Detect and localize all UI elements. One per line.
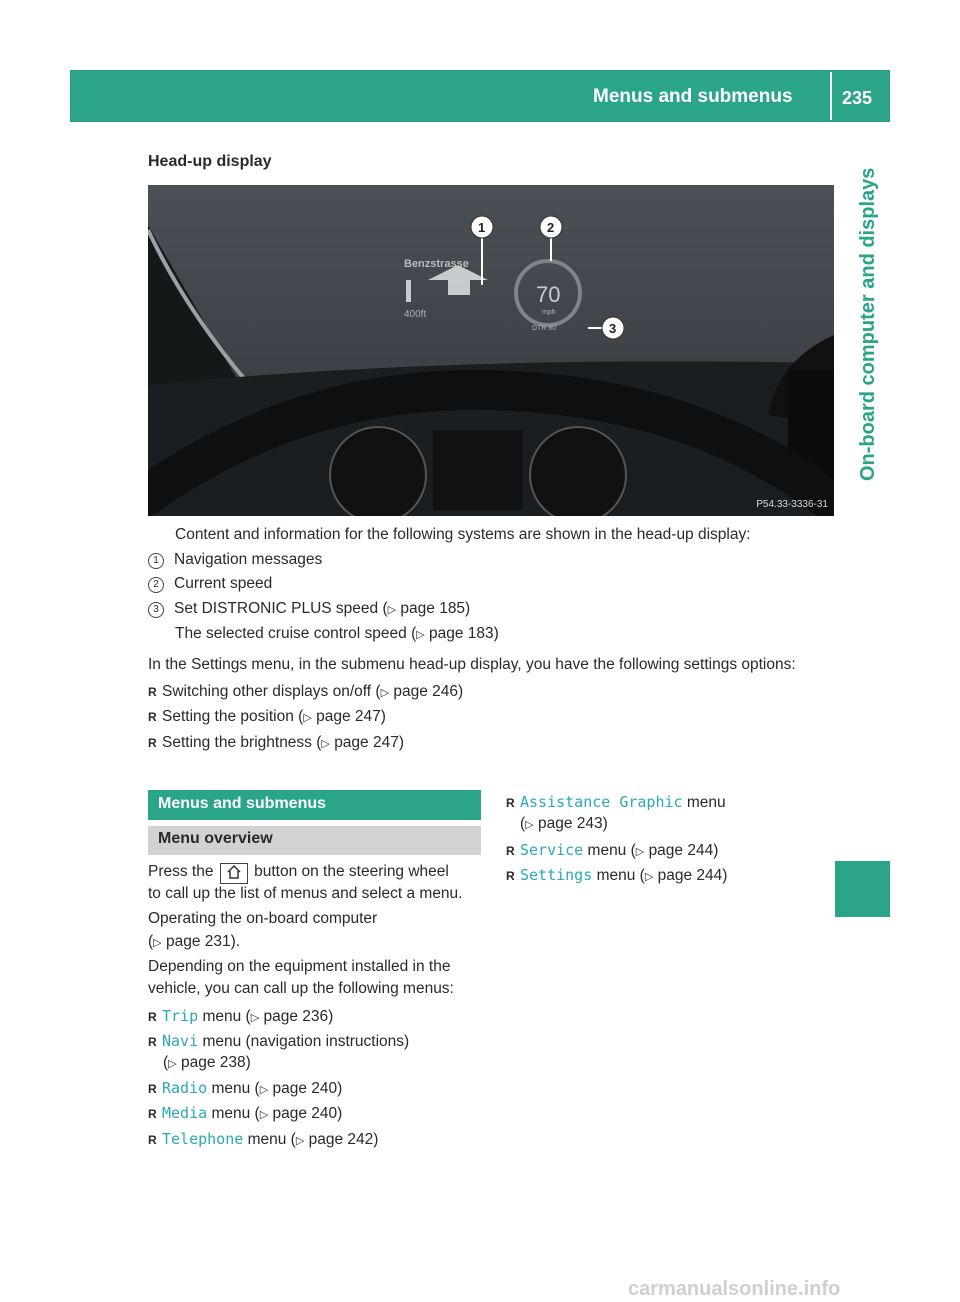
side-tab-block [835, 861, 890, 917]
page-ref-link[interactable]: page 236) [263, 1008, 334, 1025]
page-ref-arrow-icon: ▷ [168, 1058, 177, 1070]
page-ref-link[interactable]: page 244) [657, 867, 728, 884]
bullet-marker: R [148, 685, 157, 699]
page-ref-link[interactable]: page 240) [272, 1105, 343, 1122]
figure-code: P54.33-3336-31 [756, 499, 828, 510]
head-up-display-figure [148, 185, 834, 516]
hud-dtr-label: DTR 80 [532, 325, 557, 332]
menu-list-item-ref: (▷ page 243) [520, 815, 608, 832]
bullet-marker: R [148, 1010, 157, 1024]
settings-bullet [148, 682, 463, 703]
callout-1 [471, 216, 493, 238]
numbered-item [148, 550, 322, 570]
page-ref-link[interactable]: page 242) [308, 1131, 379, 1148]
page-ref-arrow-icon: ▷ [380, 687, 390, 699]
numbered-item [148, 599, 470, 620]
page-ref-arrow-icon: ▷ [153, 937, 162, 949]
menu-list-item: R Settings menu (▷ page 244) [506, 866, 728, 884]
svg-text:1: 1 [478, 220, 486, 235]
bullet-marker: R [148, 1035, 157, 1049]
bullet-text: Setting the brightness ( [162, 734, 322, 751]
header-title: Menus and submenus [593, 86, 793, 107]
page-ref-link[interactable]: page 246) [393, 683, 464, 700]
page-ref-arrow-icon: ▷ [525, 819, 534, 831]
menu-name-service[interactable]: Service [520, 841, 584, 859]
menu-list-item-ref: (▷ page 238) [163, 1054, 251, 1071]
watermark: carmanualsonline.info [628, 1278, 841, 1300]
menu-list-item: R Service menu (▷ page 244) [506, 841, 719, 859]
bullet-marker: R [506, 869, 515, 883]
menu-overview-heading-text: Menu overview [158, 830, 273, 847]
page-ref-link[interactable]: page 247) [334, 734, 404, 751]
press-instruction: Press the button on the steering wheel [148, 862, 449, 884]
page-ref-arrow-icon: ▷ [321, 738, 330, 750]
svg-text:2: 2 [547, 220, 555, 235]
bullet-marker: R [148, 710, 157, 724]
intro-text: Content and information for the following systems are shown in the head-up display: [175, 526, 751, 543]
hud-street-label: Benzstrasse [404, 258, 469, 270]
page-ref-arrow-icon: ▷ [387, 604, 397, 616]
operating-ref: (▷ page 231). [148, 933, 241, 950]
press-instruction-cont: to call up the list of menus and select a menu. [148, 885, 463, 902]
page-ref-link[interactable]: page 247) [316, 708, 386, 725]
page-ref-link[interactable]: page 244) [648, 842, 719, 859]
menu-list-item: R Telephone menu (▷ page 242) [148, 1130, 379, 1148]
callout-2 [540, 216, 562, 238]
page-ref-arrow-icon: ▷ [295, 1135, 305, 1147]
menu-name-assistance-graphic[interactable]: Assistance Graphic [520, 793, 683, 811]
menu-list-item: R Trip menu (▷ page 236) [148, 1007, 334, 1025]
bullet-marker: R [148, 1082, 157, 1096]
bullet-text: Switching other displays on/off ( [162, 683, 381, 700]
menu-name-media[interactable]: Media [162, 1104, 208, 1122]
page-ref-link[interactable]: page 243) [537, 815, 608, 832]
bullet-marker: R [148, 736, 157, 750]
menu-name-radio[interactable]: Radio [162, 1079, 208, 1097]
hud-speed-unit: mph [542, 309, 556, 316]
settings-bullet [148, 733, 404, 754]
home-button-icon [220, 863, 248, 884]
numbered-item [148, 574, 272, 594]
page-ref-link[interactable]: page 183) [429, 625, 499, 642]
page-ref-arrow-icon: ▷ [250, 1012, 260, 1024]
menu-name-telephone[interactable]: Telephone [162, 1130, 244, 1148]
bullet-marker: R [148, 1133, 157, 1147]
page-ref-link[interactable]: page 231). [165, 933, 241, 950]
depending-text-cont: vehicle, you can call up the following menus: [148, 980, 454, 997]
section-title: Head-up display [148, 153, 272, 170]
cruise-note-text: The selected cruise control speed ( [175, 625, 417, 642]
page-ref-arrow-icon: ▷ [259, 1084, 269, 1096]
svg-text:3: 3 [609, 321, 617, 336]
number-badge: 3 [148, 602, 164, 618]
menu-list-item: R Assistance Graphic menu [506, 793, 726, 811]
menu-list-item: R Navi menu (navigation instructions) [148, 1032, 410, 1050]
dashboard-illustration [148, 185, 834, 516]
page-ref-arrow-icon: ▷ [303, 712, 312, 724]
number-badge: 1 [148, 553, 164, 569]
depending-text: Depending on the equipment installed in the [148, 958, 451, 975]
numbered-item-text: Navigation messages [174, 551, 323, 568]
page-ref-arrow-icon: ▷ [635, 846, 645, 858]
hud-distance-label: 400ft [404, 309, 427, 320]
callout-3 [602, 317, 624, 339]
page-ref-arrow-icon: ▷ [644, 871, 654, 883]
bullet-marker: R [506, 796, 515, 810]
page-ref-link[interactable]: page 240) [272, 1080, 343, 1097]
page-ref-arrow-icon: ▷ [416, 629, 425, 641]
menu-list-item: R Radio menu (▷ page 240) [148, 1079, 343, 1097]
menu-name-settings[interactable]: Settings [520, 866, 593, 884]
settings-intro: In the Settings menu, in the submenu head-up display, you have the following settings options: [148, 656, 796, 673]
bullet-text: Setting the position ( [162, 708, 304, 725]
page-ref-arrow-icon: ▷ [259, 1109, 269, 1121]
numbered-item-text: Current speed [174, 575, 273, 592]
numbered-item-text: Set DISTRONIC PLUS speed ( [174, 600, 388, 617]
settings-bullet [148, 707, 386, 728]
page-ref-link[interactable]: page 238) [180, 1054, 251, 1071]
side-tab-label: On-board computer and displays [857, 168, 879, 482]
cruise-note [175, 624, 499, 645]
header-divider [830, 72, 832, 120]
menu-name-trip[interactable]: Trip [162, 1007, 199, 1025]
menus-section-heading-text: Menus and submenus [158, 795, 327, 812]
hud-speed-value: 70 [536, 282, 561, 307]
page-number: 235 [842, 88, 873, 108]
page-ref-link[interactable]: page 185) [400, 600, 471, 617]
number-badge: 2 [148, 577, 164, 593]
bullet-marker: R [148, 1107, 157, 1121]
menus-section-heading [148, 790, 481, 820]
bullet-marker: R [506, 844, 515, 858]
menu-list-item: R Media menu (▷ page 240) [148, 1104, 343, 1122]
operating-text: Operating the on-board computer [148, 910, 378, 927]
menu-overview-heading [148, 826, 481, 855]
menu-name-navi[interactable]: Navi [162, 1032, 199, 1050]
